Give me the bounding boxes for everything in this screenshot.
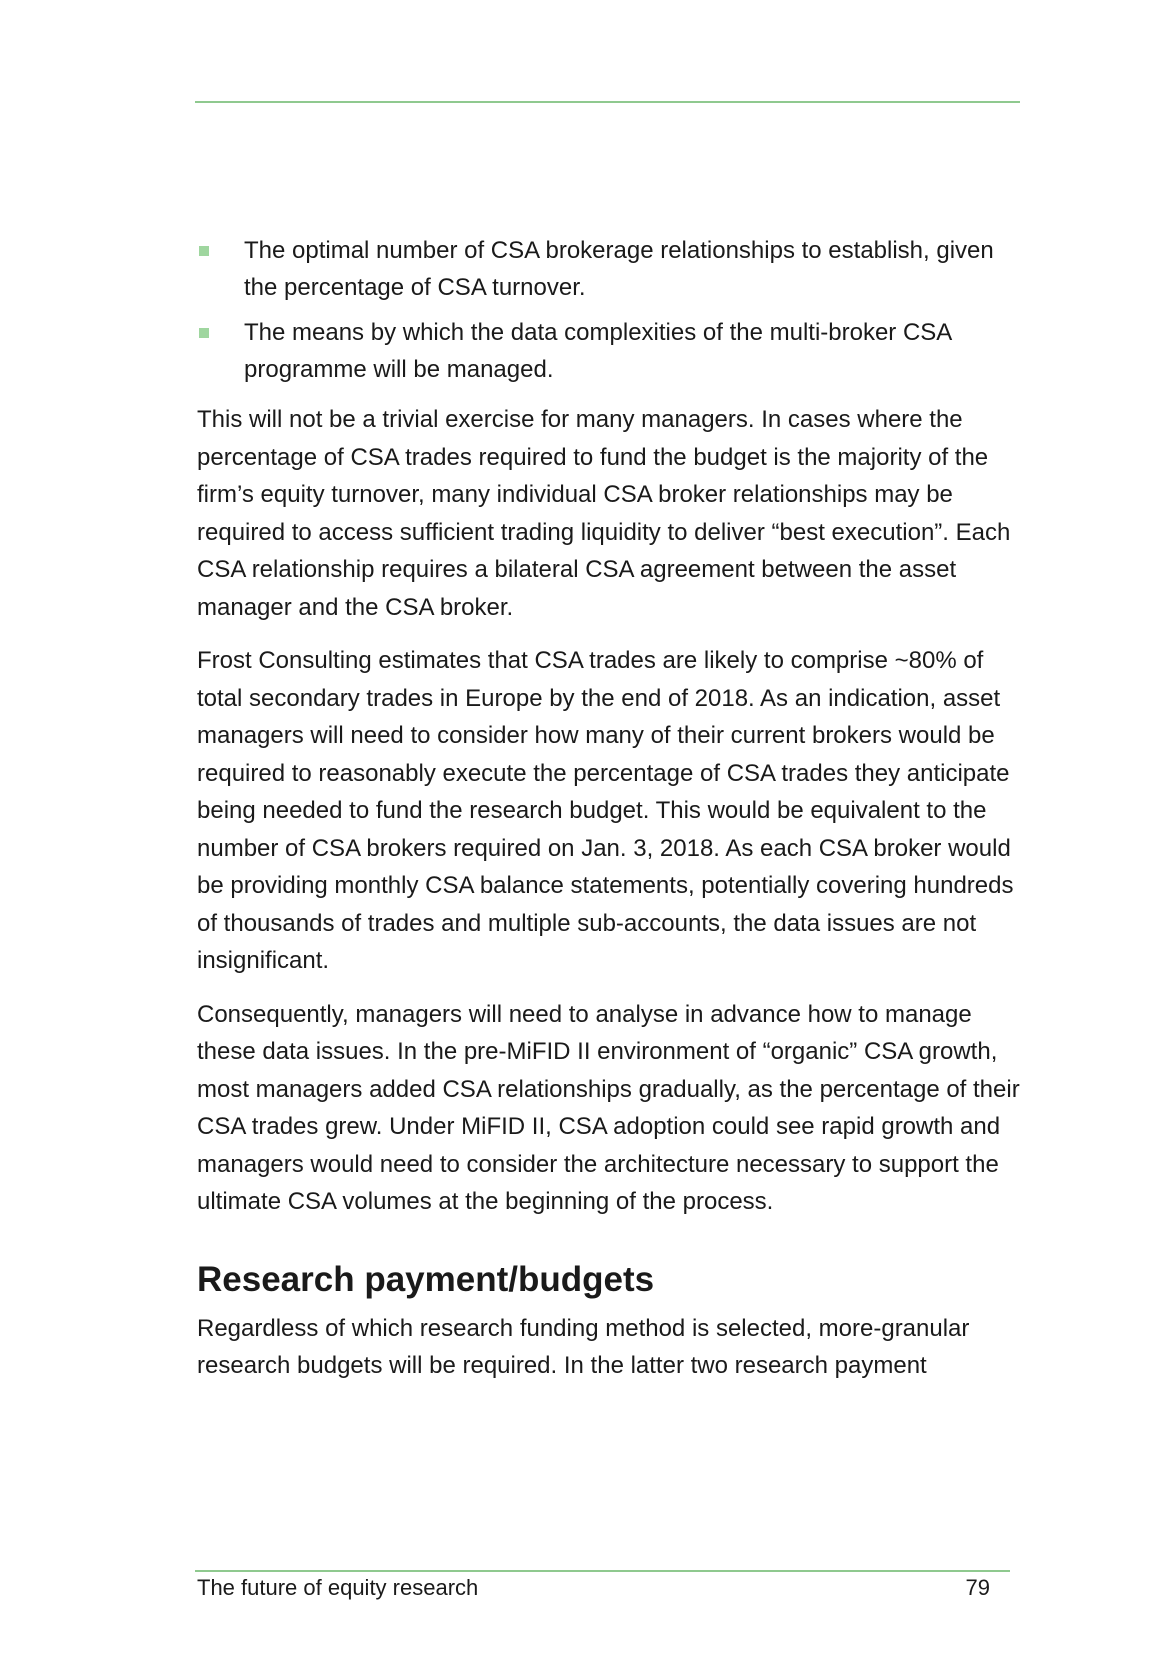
header-rule [195, 101, 1020, 103]
bullet-item [197, 314, 1027, 388]
body-paragraph: Consequently, managers will need to analyse in advance how to manage these data issues. In the pre-MiFID II environment of “organic” CSA growth, most managers added CSA relationships gradually, as the percentage of their CSA trades grew. Under MiFID II, CSA adoption could see rapid growth and managers would need to consider the architecture necessary to support the ultimate CSA volumes at the beginning of the process. [197, 1000, 1020, 1215]
bullet-item [197, 232, 1027, 306]
bullet-text: The optimal number of CSA brokerage relationships to establish, given the percentage of CSA turnover. [244, 237, 994, 301]
section-heading: Research payment/budgets [197, 1259, 655, 1299]
square-bullet-icon [199, 328, 209, 338]
body-paragraph: This will not be a trivial exercise for many managers. In cases where the percentage of CSA trades required to fund the budget is the majority of the firm’s equity turnover, many individual CSA broker relationships may be required to access sufficient trading liquidity to deliver “best execution”. Each CSA relationship requires a bilateral CSA agreement between the asset manager and the CSA broker. [197, 406, 1011, 621]
footer-rule [195, 1570, 1010, 1572]
bullet-list [197, 232, 1027, 388]
body-paragraph: Frost Consulting estimates that CSA trades are likely to comprise ~80% of total secondary trades in Europe by the end of 2018. As an indication, asset managers will need to consider how many of their current brokers would be required to reasonably execute the percentage of CSA trades they anticipate being needed to fund the research budget. This would be equivalent to the number of CSA brokers required on Jan. 3, 2018. As each CSA broker would be providing monthly CSA balance statements, potentially covering hundreds of thousands of trades and multiple sub-accounts, the data issues are not insignificant. [197, 647, 1014, 974]
footer-title: The future of equity research [197, 1575, 479, 1600]
page-body [197, 232, 1027, 1401]
section-paragraph: Regardless of which research funding method is selected, more-granular research budgets will be required. In the latter two research payment [197, 1314, 970, 1379]
page-number: 79 [965, 1575, 990, 1600]
bullet-text: The means by which the data complexities of the multi-broker CSA programme will be managed. [244, 319, 951, 383]
square-bullet-icon [199, 246, 209, 256]
